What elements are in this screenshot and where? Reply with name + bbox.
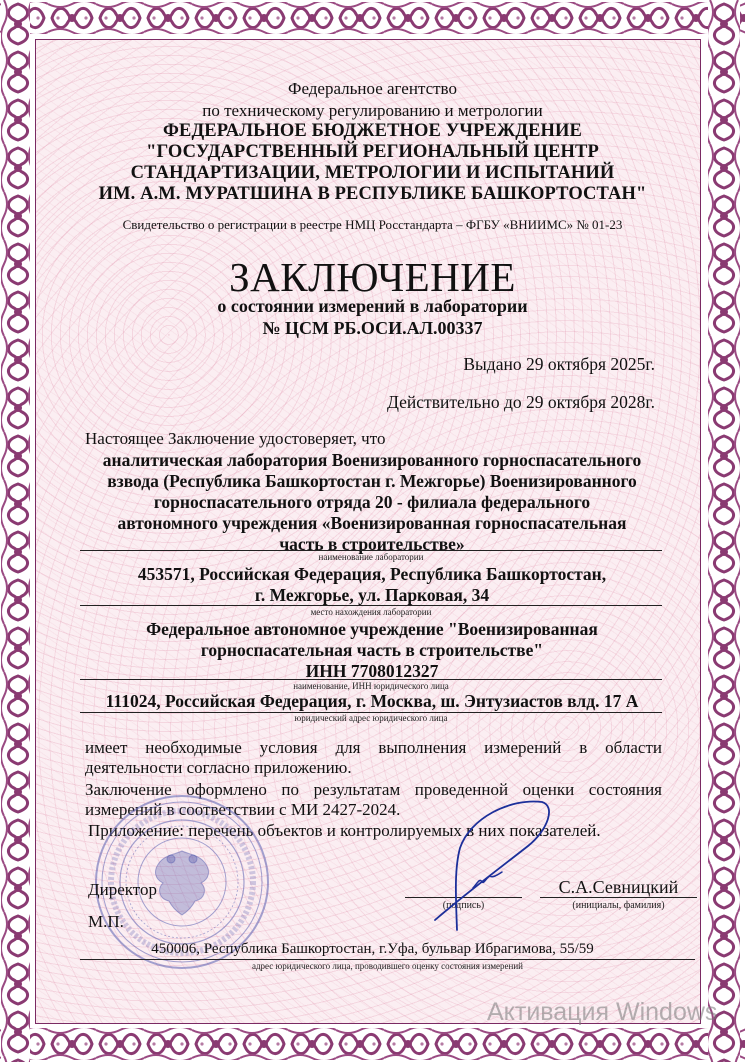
document-title: ЗАКЛЮЧЕНИЕ (229, 254, 516, 300)
laboratory-location-line: г. Межгорье, ул. Парковая, 34 (254, 585, 490, 605)
legal-entity-name-line: горноспасательная часть в строительстве" (200, 640, 544, 660)
laboratory-name-line: горноспасательного отряда 20 - филиала федерального (153, 492, 591, 512)
laboratory-location (82, 564, 662, 606)
laboratory-name-rule (80, 550, 662, 551)
signatory-name-line (540, 897, 697, 898)
laboratory-location-rule (80, 605, 662, 606)
org-name-line-2: "ГОСУДАРСТВЕННЫЙ РЕГИОНАЛЬНЫЙ ЦЕНТР (146, 142, 599, 162)
assessment-line-1: Заключение оформлено по результатам проведенной оценки состояния (85, 780, 662, 799)
laboratory-location-line: 453571, Российская Федерация, Республика Башкортостан, (137, 564, 607, 584)
document-subtitle: о состоянии измерений в лаборатории (217, 296, 528, 316)
assessor-address: 450006, Республика Башкортостан, г.Уфа, бульвар Ибрагимова, 55/59 (151, 941, 594, 957)
registry-certificate: Свидетельство о регистрации в реестре НМЦ Росстандарта – ФГБУ «ВНИИМС» № 01-23 (122, 217, 623, 232)
assessment-line-2: измерений в соответствии с МИ 2427-2024. (85, 800, 401, 819)
legal-entity-name-rule (80, 679, 662, 680)
ornamental-border-bottom (0, 1026, 745, 1062)
laboratory-name-line: аналитическая лаборатория Военизированного горноспасательного (102, 450, 642, 470)
agency-line-1: Федеральное агентство (288, 79, 457, 98)
org-name-line-1: ФЕДЕРАЛЬНОЕ БЮДЖЕТНОЕ УЧРЕЖДЕНИЕ (163, 121, 582, 141)
windows-activation-watermark: Активация Windows (487, 998, 718, 1026)
conditions-line-2: деятельности согласно приложению. (85, 758, 352, 777)
org-name-line-3: СТАНДАРТИЗАЦИИ, МЕТРОЛОГИИ И ИСПЫТАНИЙ (130, 163, 615, 183)
org-name-line-4: ИМ. А.М. МУРАТШИНА В РЕСПУБЛИКЕ БАШКОРТОСТАН" (98, 184, 647, 204)
conditions-line-1: имеет необходимые условия для выполнения измерений в области (85, 738, 662, 757)
laboratory-name-line: часть в строительстве» (279, 534, 465, 554)
legal-entity-address: 111024, Российская Федерация, г. Москва, ш. Энтузиастов влд. 17 А (105, 691, 639, 711)
legal-entity-inn: ИНН 7708012327 (305, 661, 439, 681)
appendix-note: Приложение: перечень объектов и контролируемых в них показателей. (88, 821, 601, 840)
laboratory-name-line: автономного учреждения «Военизированная горноспасательная (117, 513, 627, 533)
legal-entity-name-caption: наименование, ИНН юридического лица (293, 681, 449, 691)
assessor-address-rule (80, 959, 695, 960)
legal-entity-name (82, 619, 662, 682)
assessor-address-caption: адрес юридического лица, проводившего оценку состояния измерений (251, 961, 523, 971)
certifies-intro: Настоящее Заключение удостоверяет, что (85, 429, 386, 448)
signatory-name-caption: (инициалы, фамилия) (572, 900, 665, 911)
valid-until-date: Действительно до 29 октября 2028г. (387, 392, 655, 412)
legal-entity-name-line: Федеральное автономное учреждение "Военизированная (146, 619, 598, 639)
signatory-name: С.А.Севницкий (558, 877, 679, 897)
ornamental-border-top (0, 0, 745, 36)
laboratory-name (82, 450, 662, 555)
agency-line-2: по техническому регулированию и метрологии (202, 101, 543, 120)
issue-date: Выдано 29 октября 2025г. (463, 354, 655, 374)
laboratory-name-caption: наименование лаборатории (318, 552, 424, 562)
signature-caption: (подпись) (442, 900, 485, 911)
handwritten-signature (420, 790, 560, 940)
director-label: Директор (88, 880, 157, 899)
document-number: № ЦСМ РБ.ОСИ.АЛ.00337 (262, 318, 483, 338)
laboratory-name-line: взвода (Республика Башкортостан г. Межгорье) Военизированного (107, 471, 637, 491)
stamp-place-label: М.П. (88, 912, 124, 931)
laboratory-location-caption: место нахождения лаборатории (310, 607, 432, 617)
legal-entity-address-caption: юридический адрес юридического лица (294, 713, 448, 723)
